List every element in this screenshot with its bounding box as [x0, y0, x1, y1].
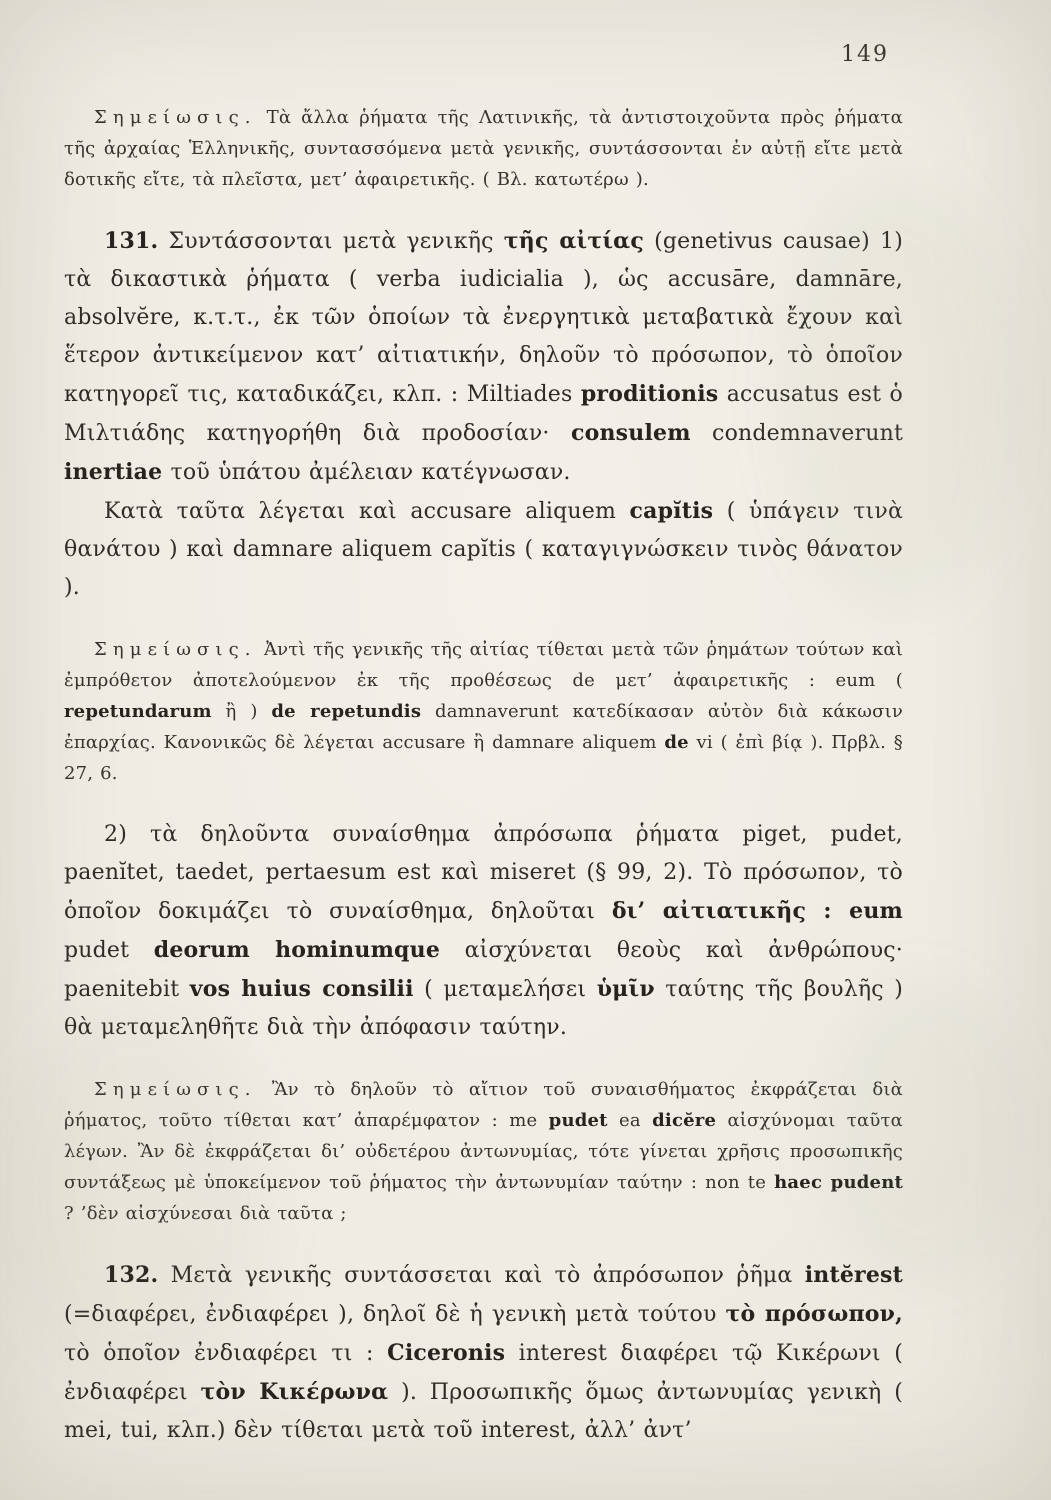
text-segment: τὸν Κικέρωνα: [200, 1379, 389, 1405]
text-segment: Ἂν τὸ δηλοῦν τὸ αἴτιον τοῦ συναισθήματος ἐκφράζεται διὰ ῥήματος, τοῦτο τίθεται κατ’ ἀπαρέμφατον : me: [64, 1079, 903, 1131]
text-segment: τὸ ὁποῖον ἐνδιαφέρει τι :: [64, 1341, 388, 1366]
text-segment: ( ὑπάγειν τινὰ θανάτου ) καὶ damnare aliquem capĭtis ( καταγιγνώσκειν τινὸς θάνατον ).: [64, 499, 904, 600]
text-segment: dicĕre: [652, 1110, 717, 1131]
body-paragraph: [64, 816, 903, 1047]
text-segment: αἰσχύνομαι ταῦτα λέγων. Ἂν δὲ ἐκφράζεται δι’ οὐδετέρου ἀντωνυμίας, τότε γίνεται χρῆσις προσωπικῆς συντάξεως μὲ ὑποκείμενον τοῦ ῥήματος τὴν ἀντωνυμίαν ταύτην : non te: [64, 1110, 903, 1193]
text-segment: interest διαφέρει τῷ Κικέρωνι ( ἐνδιαφέρει: [64, 1341, 903, 1405]
text-segment: vi ( ἐπὶ βίᾳ ). Πρβλ. § 27, 6.: [64, 732, 903, 784]
text-segment: 132.: [104, 1262, 159, 1288]
text-segment: ). Προσωπικῆς ὅμως ἀντωνυμίας γενικὴ ( mei, tui, κλπ.) δὲν τίθεται μετὰ τοῦ interest, ἀλλ’ ἀντ’: [64, 1380, 903, 1443]
text-segment: condemnaverunt: [690, 421, 903, 446]
page-number: 149: [841, 42, 889, 67]
text-segment: Σημείωσις.: [94, 639, 257, 660]
text-segment: vos huius consilii: [189, 976, 414, 1002]
text-segment: (genetivus causae) 1) τὰ δικαστικὰ ῥήματα ( verba iudicialia ), ὡς accusāre, damnāre, absolvĕre, κ.τ.τ., ἐκ τῶν ὁποίων τὰ ἐνεργητικὰ μεταβατικὰ ἔχουν καὶ ἕτερον ἀντικείμενον κατ’ αἰτιατικήν, δηλοῦν τὸ πρόσωπον, τὸ ὁποῖον κατηγορεῖ τις, καταδικάζει, κλπ. : Miltiades: [64, 229, 904, 407]
text-segment: Συντάσσονται μετὰ γενικῆς: [158, 229, 504, 254]
text-segment: δι’ αἰτιατικῆς : eum: [611, 898, 903, 924]
note-paragraph: [64, 634, 903, 789]
body-paragraph: [64, 1256, 903, 1450]
text-segment: Σημείωσις.: [94, 107, 257, 128]
text-segment: inertiae: [64, 459, 163, 485]
page-body: [64, 102, 903, 1450]
text-segment: (=διαφέρει, ἐνδιαφέρει ), δηλοῖ δὲ ἡ γενικὴ μετὰ τούτου: [64, 1302, 726, 1327]
text-segment: accusatus est ὁ Μιλτιάδης κατηγορήθη διὰ προδοσίαν·: [64, 382, 903, 446]
text-segment: Τὰ ἄλλα ῥήματα τῆς Λατινικῆς, τὰ ἀντιστοιχοῦντα πρὸς ῥήματα τῆς ἀρχαίας Ἑλληνικῆς, συντασσόμενα μετὰ γενικῆς, συντάσσονται ἐν αὐτῇ εἴτε μετὰ δοτικῆς εἴτε, τὰ πλεῖστα, μετ’ ἀφαιρετικῆς. ( Βλ. κατωτέρω ).: [64, 107, 903, 190]
body-paragraph: [64, 492, 903, 607]
text-segment: 131.: [104, 228, 159, 254]
text-segment: pudet: [548, 1110, 608, 1131]
text-segment: ὑμῖν: [596, 976, 655, 1002]
text-segment: repetundarum: [64, 701, 212, 722]
text-segment: proditionis: [580, 381, 719, 407]
note-paragraph: [64, 102, 903, 195]
text-segment: αἰσχύνεται θεοὺς καὶ ἀνθρώπους· paenitebit: [64, 938, 903, 1002]
text-segment: capĭtis: [629, 498, 714, 524]
body-paragraph: [64, 222, 903, 492]
text-segment: Μετὰ γενικῆς συντάσσεται καὶ τὸ ἀπρόσωπον ῥῆμα: [158, 1263, 805, 1288]
text-segment: de: [664, 732, 689, 753]
text-segment: τὸ πρόσωπον,: [725, 1301, 904, 1327]
text-segment: intĕrest: [804, 1262, 903, 1288]
text-segment: ? ’δὲν αἰσχύνεσαι διὰ ταῦτα ;: [64, 1203, 347, 1224]
note-paragraph: [64, 1074, 903, 1229]
text-segment: Σημείωσις.: [94, 1079, 257, 1100]
text-segment: haec pudent: [774, 1172, 903, 1193]
text-segment: Ciceronis: [387, 1340, 506, 1366]
text-segment: Κατὰ ταῦτα λέγεται καὶ accusare aliquem: [104, 499, 630, 524]
text-segment: ἢ ): [211, 701, 272, 722]
text-segment: τῆς αἰτίας: [503, 228, 644, 254]
text-segment: ( μεταμελήσει: [413, 977, 597, 1002]
text-segment: consulem: [571, 420, 691, 446]
text-segment: ea: [607, 1110, 653, 1131]
text-segment: τοῦ ὑπάτου ἀμέλειαν κατέγνωσαν.: [162, 460, 571, 485]
text-segment: Ἀντὶ τῆς γενικῆς τῆς αἰτίας τίθεται μετὰ τῶν ῥημάτων τούτων καὶ ἐμπρόθετον ἀποτελούμενον ἐκ τῆς προθέσεως de μετ’ ἀφαιρετικῆς : eum (: [64, 639, 903, 691]
text-segment: pudet: [64, 938, 154, 963]
text-segment: damnaverunt κατεδίκασαν αὐτὸν διὰ κάκωσιν ἐπαρχίας. Κανονικῶς δὲ λέγεται accusare ἢ damnare aliquem: [64, 701, 903, 753]
text-segment: deorum hominumque: [153, 937, 441, 963]
text-segment: de repetundis: [271, 701, 422, 722]
text-segment: 2) τὰ δηλοῦντα συναίσθημα ἀπρόσωπα ῥήματα piget, pudet, paenĭtet, taedet, pertaesum est καὶ miseret (§ 99, 2). Τὸ πρόσωπον, τὸ ὁποῖον δοκιμάζει τὸ συναίσθημα, δηλοῦται: [64, 822, 903, 924]
text-segment: ταύτης τῆς βουλῆς ) θὰ μεταμεληθῆτε διὰ τὴν ἀπόφασιν ταύτην.: [64, 977, 904, 1040]
